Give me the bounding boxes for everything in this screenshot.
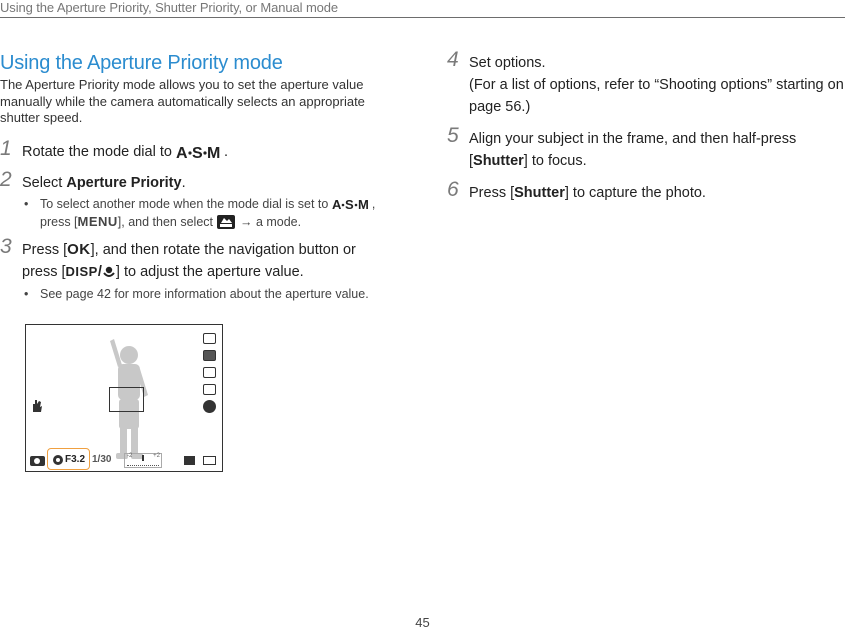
step-6 <box>447 178 845 204</box>
ev-ticks <box>127 462 159 466</box>
step-1-end: . <box>223 143 228 160</box>
ois-hand-icon <box>31 399 43 413</box>
step-3-text: press [ <box>22 263 66 280</box>
step-4-text: Set options. <box>469 55 546 71</box>
intro-paragraph: The Aperture Priority mode allows you to set the aperture value manually while the camera automatically selects an appropriate shutter speed. <box>0 77 365 125</box>
bullet-text: To select another mode when the mode dial is set to <box>40 196 329 211</box>
step-3 <box>0 234 400 283</box>
step-2-option: Aperture Priority <box>66 174 182 191</box>
section-title: Using the Aperture Priority mode <box>0 52 283 74</box>
macro-flower-icon <box>102 265 116 279</box>
step-5-text: ] to focus. <box>523 153 587 169</box>
metering-icon <box>203 367 216 378</box>
bullet-comma: , <box>371 196 376 211</box>
svg-text:M: M <box>357 197 369 212</box>
bullet-dot: • <box>24 196 29 211</box>
svg-text:S: S <box>344 197 354 212</box>
mode-camera-icon <box>30 454 48 467</box>
step-3-text: Press [ <box>22 241 68 258</box>
step-3-text: ], and then rotate the navigation button or <box>90 241 356 258</box>
asm-mode-icon <box>176 144 224 160</box>
left-column <box>0 52 400 303</box>
step-3-bullet <box>0 286 400 303</box>
step-number: 1 <box>0 136 12 160</box>
bullet-dot: • <box>24 286 29 301</box>
step-3-text: ] to adjust the aperture value. <box>115 263 304 280</box>
svg-text:M: M <box>206 144 221 160</box>
shutter-key: Shutter <box>473 153 524 169</box>
step-2-pre: Select <box>22 174 67 191</box>
right-column <box>447 48 845 204</box>
step-4 <box>447 48 845 118</box>
disp-key: DISP <box>65 263 98 279</box>
bullet-text: See page 42 for more information about the aperture value. <box>40 286 369 301</box>
camera-screen-illustration <box>25 324 223 472</box>
battery-icon <box>203 456 216 465</box>
step-number: 6 <box>447 178 459 201</box>
ev-indicator <box>142 455 144 461</box>
memory-card-icon <box>184 456 195 465</box>
running-header-title: Using the Aperture Priority, Shutter Priority, or Manual mode <box>0 0 339 15</box>
quality-icon <box>203 350 216 361</box>
step-number: 4 <box>447 48 459 71</box>
page-number: 45 <box>415 615 430 630</box>
step-4-note: (For a list of options, refer to “Shooting options” starting on page 56.) <box>469 77 844 115</box>
step-1 <box>0 136 400 163</box>
step-6-text: Press [ <box>469 185 515 201</box>
exposure-scale <box>124 453 162 468</box>
shutter-key: Shutter <box>514 185 565 201</box>
step-6-text: ] to capture the photo. <box>564 185 706 201</box>
step-2-bullet <box>0 196 400 231</box>
slash: / <box>97 263 102 280</box>
focus-frame <box>109 387 144 412</box>
svg-text:S: S <box>191 144 203 160</box>
ok-key: OK <box>67 240 91 258</box>
step-number: 2 <box>0 167 12 191</box>
running-header <box>0 0 845 18</box>
step-number: 5 <box>447 124 459 147</box>
menu-key: MENU <box>77 213 118 229</box>
scene-mode-icon <box>216 214 236 230</box>
white-balance-icon <box>203 384 216 395</box>
bullet-text: → a mode. <box>239 214 302 229</box>
step-5-text: [ <box>469 153 474 169</box>
aperture-value: F3.2 <box>65 454 86 465</box>
step-1-text: Rotate the mode dial to <box>22 143 172 160</box>
aperture-dial-icon <box>52 454 64 466</box>
step-5-text: Align your subject in the frame, and then half-press <box>469 131 797 147</box>
shutter-value: 1/30 <box>92 454 112 465</box>
step-5 <box>447 124 845 172</box>
ev-minus-label: -2 <box>127 453 133 459</box>
step-2 <box>0 167 400 194</box>
step-2-end: . <box>181 174 186 191</box>
ev-plus-label: +2 <box>153 453 160 459</box>
asm-mode-icon <box>332 197 372 211</box>
image-size-icon <box>203 333 216 344</box>
flash-icon <box>203 400 216 413</box>
svg-text:A: A <box>175 144 188 160</box>
step-number: 3 <box>0 234 12 258</box>
bullet-text: press [ <box>40 214 78 229</box>
bullet-text: ], and then select <box>117 214 213 229</box>
svg-text:A: A <box>331 197 342 212</box>
